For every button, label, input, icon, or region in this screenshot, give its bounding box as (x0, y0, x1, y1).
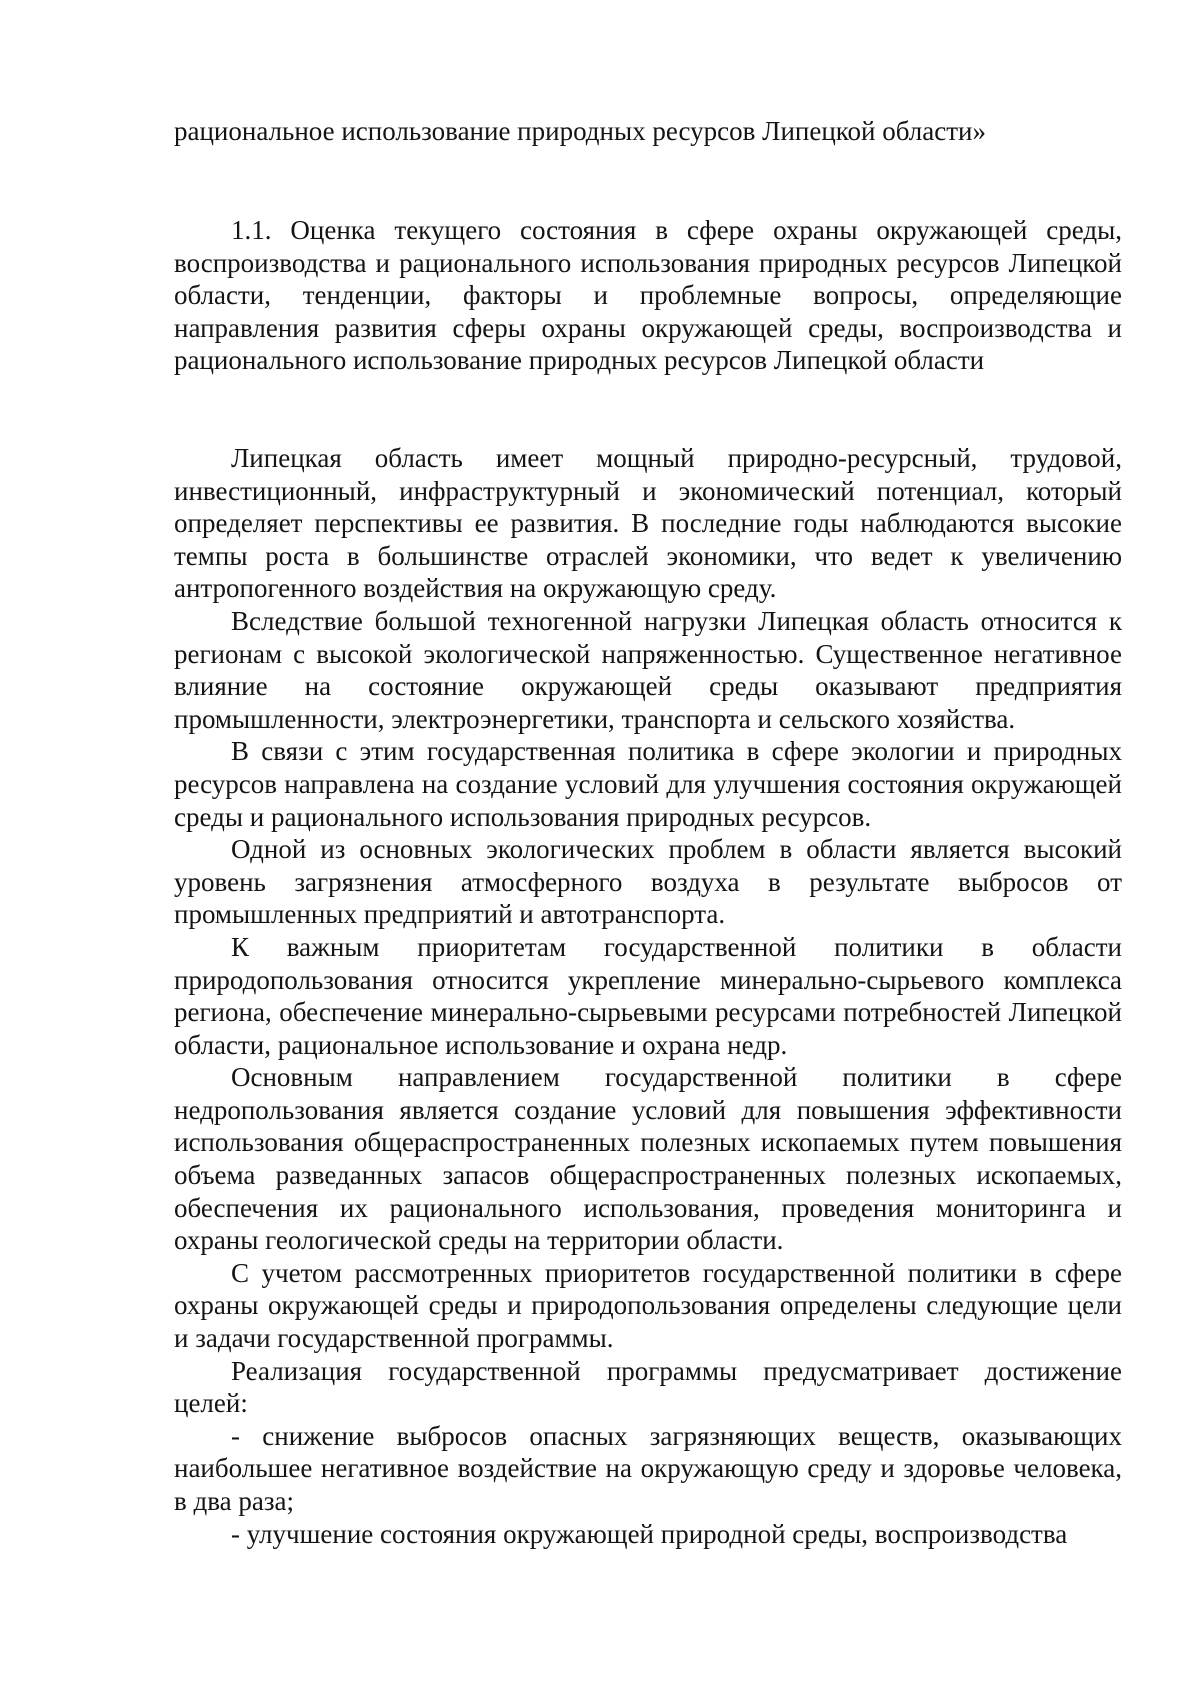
paragraph: В связи с этим государственная политика в сфере экологии и природных ресурсов направлена на создание условий для улучшения состояния окружающей среды и рационального использования природных ресурсов. (174, 736, 1122, 832)
paragraph: Одной из основных экологических проблем в области является высокий уровень загрязнения атмосферного воздуха в результате выбросов от промышленных предприятий и автотранспорта. (174, 834, 1122, 930)
body-text (174, 442, 1122, 1550)
paragraph: Вследствие большой техногенной нагрузки Липецкая область относится к регионам с высокой экологической напряженностью. Существенное негативное влияние на состояние окружающей среды оказывают предприятия промышленности, электроэнергетики, транспорта и сельского хозяйства. (174, 605, 1122, 734)
list-item: - улучшение состояния окружающей природной среды, воспроизводства (231, 1518, 1068, 1549)
paragraph: Основным направлением государственной политики в сфере недропользования является создание условий для повышения эффективности использования общераспространенных полезных ископаемых путем повышения объема разведанных запасов общераспространенных полезных ископаемых, обеспечения их рационального использования, проведения мониторинга и охраны геологической среды на территории области. (174, 1062, 1122, 1256)
paragraph: К важным приоритетам государственной политики в области природопользования относится укрепление минерально-сырьевого комплекса региона, обеспечение минерально-сырьевыми ресурсами потребностей Липецкой области, рациональное использование и охрана недр. (174, 931, 1122, 1060)
continuation-line: рациональное использование природных ресурсов Липецкой области» (174, 116, 986, 146)
paragraph: С учетом рассмотренных приоритетов государственной политики в сфере охраны окружающей среды и природопользования определены следующие цели и задачи государственной программы. (174, 1257, 1122, 1354)
paragraph: Липецкая область имеет мощный природно-ресурсный, трудовой, инвестиционный, инфраструктурный и экономический потенциал, который определяет перспективы ее развития. В последние годы наблюдаются высокие темпы роста в большинстве отраслей экономики, что ведет к увеличению антропогенного воздействия на окружающую среду. (174, 443, 1122, 604)
list-item: - снижение выбросов опасных загрязняющих веществ, оказывающих наибольшее негативное воздействие на окружающую среду и здоровье человека, в два раза; (174, 1420, 1122, 1516)
section-heading: 1.1. Оценка текущего состояния в сфере охраны окружающей среды, воспроизводства и рационального использования природных ресурсов Липецкой области, тенденции, факторы и проблемные вопросы, определяющие направления развития сферы охраны окружающей среды, воспроизводства и рационального использование природных ресурсов Липецкой области (174, 215, 1122, 376)
paragraph: Реализация государственной программы предусматривает достижение целей: (174, 1355, 1122, 1419)
